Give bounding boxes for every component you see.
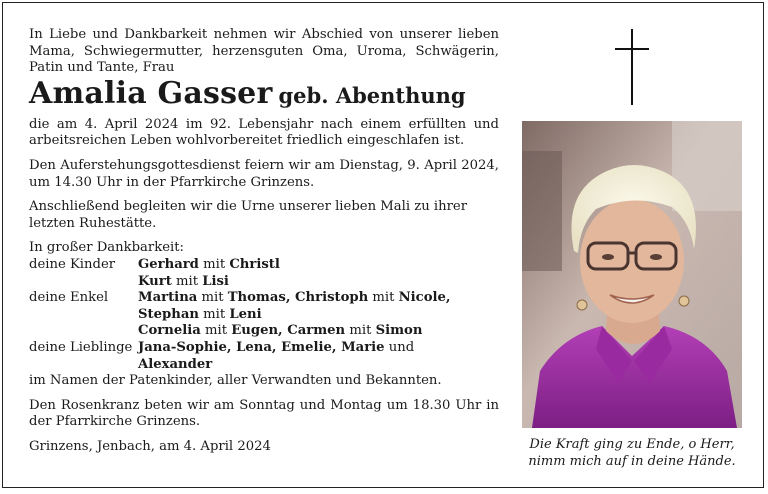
urn-text: Anschließend begleiten wir die Urne unserer lieben Mali zu ihrer letzten Ruhestätte. — [29, 199, 468, 231]
quote-line: nimm mich auf in deine Hände. — [528, 453, 736, 469]
quote — [522, 437, 742, 470]
rosary-text: Den Rosenkranz beten wir am Sonntag und Montag um 18.30 Uhr in der Pfarrkirche Grinzens. — [29, 397, 499, 430]
intro-text: In Liebe und Dankbarkeit nehmen wir Abschied von unserer lieben Mama, Schwiegermutter, herzensguten Oma, Uroma, Schwägerin, Patin und Tante, Frau — [29, 27, 499, 76]
place-date: Grinzens, Jenbach, am 4. April 2024 — [29, 438, 271, 454]
grandchildren-label: deine Enkel — [29, 290, 109, 306]
portrait-illustration — [522, 121, 742, 428]
name-line: Jana-Sophie, Lena, Emelie, Marie und — [138, 339, 415, 355]
obituary-text — [29, 27, 499, 455]
children-names — [138, 257, 499, 290]
name-line: Gerhard mit Christl — [138, 256, 280, 272]
name-line: Alexander — [138, 356, 213, 372]
deceased-name-line — [29, 77, 499, 117]
darlings-names — [138, 340, 499, 373]
birth-name: geb. Abenthung — [278, 82, 466, 108]
name-line: Martina mit Thomas, Christoph mit Nicole, — [138, 290, 451, 306]
gratitude-heading: In großer Dankbarkeit: — [29, 240, 184, 256]
death-text: die am 4. April 2024 im 92. Lebensjahr nach einem erfüllten und arbeitsreichen Leben wohlvorbereitet friedlich eingeschlafen ist. — [29, 116, 499, 149]
name-line: Kurt mit Lisi — [138, 273, 229, 289]
children-label: deine Kinder — [29, 256, 116, 272]
grandchildren-names — [138, 290, 499, 340]
service-text: Den Auferstehungsgottesdienst feiern wir am Dienstag, 9. April 2024, um 14.30 Uhr in der Pfarrkirche Grinzens. — [29, 157, 499, 190]
darlings-label: deine Lieblinge — [29, 339, 133, 355]
grandchildren-group — [29, 290, 499, 340]
name-line: Cornelia mit Eugen, Carmen mit Simon — [138, 323, 423, 339]
relatives-text: im Namen der Patenkinder, aller Verwandten und Bekannten. — [29, 373, 442, 389]
quote-line: Die Kraft ging zu Ende, o Herr, — [529, 437, 735, 452]
name-line: Stephan mit Leni — [138, 306, 262, 322]
darlings-group — [29, 340, 499, 373]
obituary-card — [2, 2, 764, 488]
children-group — [29, 257, 499, 290]
deceased-name: Amalia Gasser — [29, 75, 273, 111]
cross-icon — [615, 29, 651, 109]
portrait-photo — [522, 121, 742, 428]
